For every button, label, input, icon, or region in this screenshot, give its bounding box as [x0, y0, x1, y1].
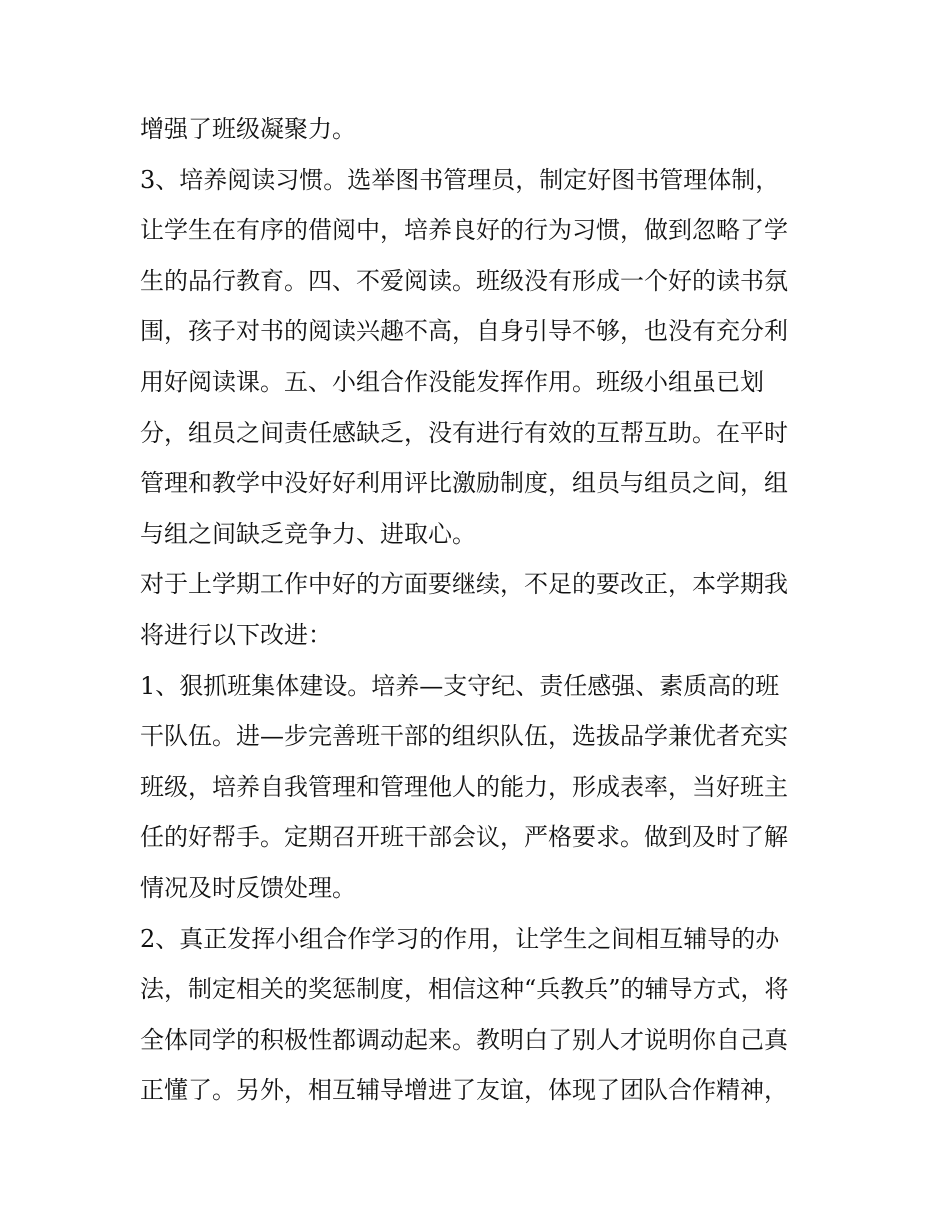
text-line: 让学生在有序的借阅中，培养良好的行为习惯，做到忽略了学 — [140, 216, 788, 245]
paragraph-cohesion — [140, 104, 820, 155]
text-line: 任的好帮手。定期召开班干部会议，严格要求。做到及时了解 — [140, 823, 788, 852]
paragraph-class-building — [140, 661, 820, 914]
text-line: 生的品行教育。四、不爱阅读。班级没有形成一个好的读书氛 — [140, 266, 788, 295]
document-body — [140, 104, 820, 1116]
text-line: 正懂了。另外，相互辅导增进了友谊，体现了团队合作精神， — [140, 1076, 788, 1105]
text-line: 管理和教学中没好好利用评比激励制度，组员与组员之间，组 — [140, 469, 788, 498]
paragraph-group-learning — [140, 914, 820, 1116]
text-line: 与组之间缺乏竞争力、进取心。 — [140, 519, 476, 548]
text-line: 1、狠抓班集体建设。培养—支守纪、责任感强、素质高的班 — [140, 671, 780, 700]
text-line: 对于上学期工作中好的方面要继续，不足的要改正，本学期我 — [140, 570, 788, 599]
text-line: 围，孩子对书的阅读兴趣不高，自身引导不够，也没有充分利 — [140, 317, 788, 346]
paragraph-reading-habits — [140, 155, 820, 560]
text-line: 增强了班级凝聚力。 — [140, 115, 356, 143]
text-line: 班级，培养自我管理和管理他人的能力，形成表率，当好班主 — [140, 772, 788, 801]
text-line: 将进行以下改进： — [140, 620, 332, 649]
paragraph-improvements-intro — [140, 559, 820, 660]
text-line: 用好阅读课。五、小组合作没能发挥作用。班级小组虽已划 — [140, 367, 764, 396]
text-line: 干队伍。进—步完善班干部的组织队伍，选拔品学兼优者充实 — [140, 722, 788, 751]
text-line: 情况及时反馈处理。 — [140, 873, 356, 902]
text-line: 全体同学的积极性都调动起来。教明白了别人才说明你自己真 — [140, 1025, 788, 1054]
text-line: 3、培养阅读习惯。选举图书管理员，制定好图书管理体制， — [140, 165, 780, 194]
text-line: 2、真正发挥小组合作学习的作用，让学生之间相互辅导的办 — [140, 924, 780, 953]
text-line: 分，组员之间责任感缺乏，没有进行有效的互帮互助。在平时 — [140, 418, 788, 447]
text-line: 法，制定相关的奖惩制度，相信这种“兵教兵”的辅导方式，将 — [140, 975, 789, 1004]
